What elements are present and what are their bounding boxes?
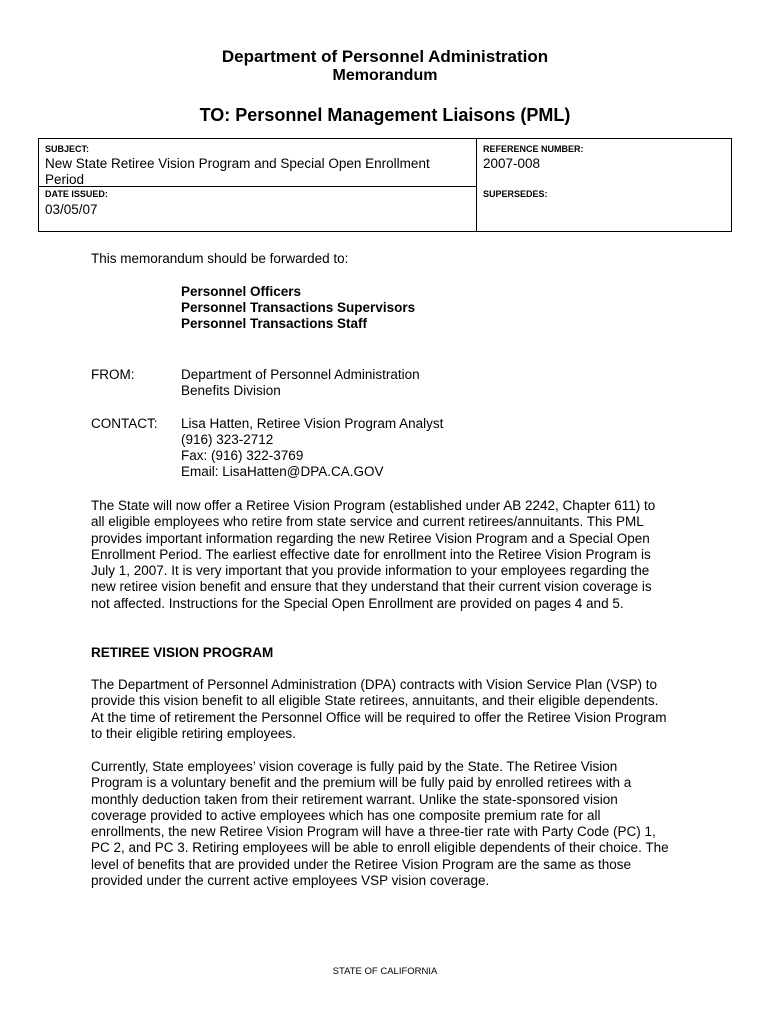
section-heading: RETIREE VISION PROGRAM [91,645,274,660]
subject-label: SUBJECT: [45,144,90,154]
box-divider-vertical [476,139,477,231]
memorandum-title: Memorandum [332,67,438,84]
recipient-item: Personnel Transactions Staff [181,316,368,331]
coverage-paragraph: Currently, State employees’ vision coverage is fully paid by the State. The Retiree Vision Program is a voluntary benefit and the premium will be fully paid by enrolled retirees with a monthly deduction taken from their retirement warrant. Unlike the state-sponsored vision coverage provided to active employees which has one composite premium rate for all enrollments, the new Retiree Vision Program will have a three-tier rate with Party Code (PC) 1, PC 2, and PC 3. Retiring employees will be able to enroll eligible dependents of their choice. The level of benefits that are provided under the Retiree Vision Program are the same as those provided under the current active employees VSP vision coverage. [91,759,669,889]
subject-value: New State Retiree Vision Program and Special Open Enrollment Period [45,156,430,187]
contact-email: Email: LisaHatten@DPA.CA.GOV [181,464,384,479]
contact-line: (916) 323-2712 [181,432,274,447]
memo-info-box [38,138,732,232]
date-issued-label: DATE ISSUED: [45,189,108,199]
from-line: Benefits Division [181,383,281,398]
date-issued-value: 03/05/07 [45,202,98,217]
department-title: Department of Personnel Administration [221,47,549,66]
forward-intro: This memorandum should be forwarded to: [91,251,349,266]
supersedes-label: SUPERSEDES: [483,189,548,199]
contact-line: Fax: (916) 322-3769 [181,448,304,463]
intro-paragraph: The State will now offer a Retiree Vision Program (established under AB 2242, Chapter 611) to all eligible employees who retire from state service and current retirees/annuitants. This PML provides important information regarding the new Retiree Vision Program and a Special Open Enrollment Period. The earliest effective date for enrollment into the Retiree Vision Program is July 1, 2007. It is very important that you provide information to your employees regarding the new retiree vision benefit and ensure that they understand that their current vision coverage is not affected. Instructions for the Special Open Enrollment are provided on pages 4 and 5. [91,498,656,611]
recipient-item: Personnel Transactions Supervisors [181,300,416,315]
to-line: TO: Personnel Management Liaisons (PML) [199,105,571,125]
reference-number-label: REFERENCE NUMBER: [483,144,584,154]
from-label: FROM: [91,367,135,382]
from-line: Department of Personnel Administration [181,367,420,382]
footer-text: STATE OF CALIFORNIA [332,966,438,977]
contact-line: Lisa Hatten, Retiree Vision Program Analyst [181,416,444,431]
recipient-item: Personnel Officers [181,284,302,299]
program-paragraph: The Department of Personnel Administration (DPA) contracts with Vision Service Plan (VSP) to provide this vision benefit to all eligible State retirees, annuitants, and their eligible dependents. At the time of retirement the Personnel Office will be required to offer the Retiree Vision Program to their eligible retiring employees. [91,677,667,741]
reference-number-value: 2007-008 [483,156,541,171]
contact-label: CONTACT: [91,416,158,431]
